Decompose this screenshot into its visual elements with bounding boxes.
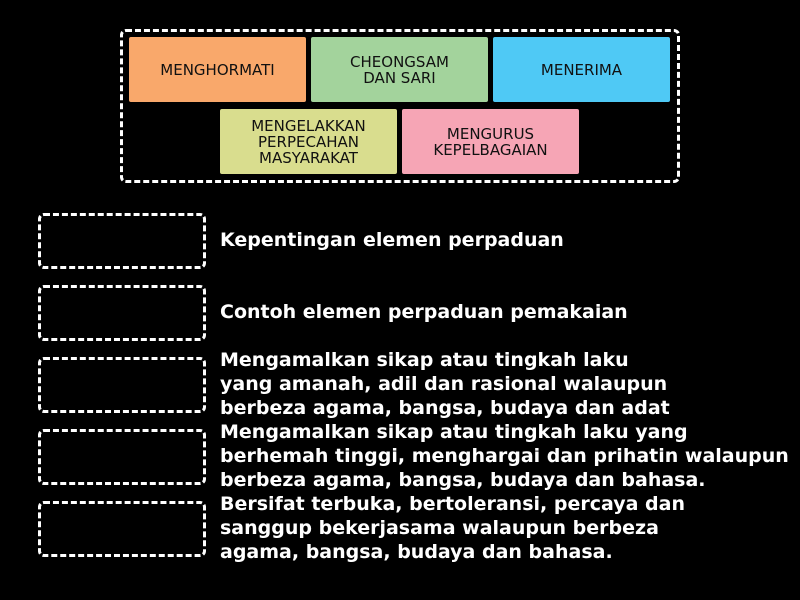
drop-slot-5[interactable] xyxy=(38,501,206,557)
description-1: Kepentingan elemen perpaduan xyxy=(220,229,564,251)
description-2: Contoh elemen perpaduan pemakaian xyxy=(220,301,628,323)
tile-menghormati[interactable]: MENGHORMATI xyxy=(129,37,306,102)
tile-cheongsam-dan-sari[interactable]: CHEONGSAM DAN SARI xyxy=(311,37,488,102)
description-3: Mengamalkan sikap atau tingkah laku yang amanah, adil dan rasional walaupun berbeza agama, bangsa, budaya dan adat xyxy=(220,349,670,419)
tile-mengurus-kepelbagaian[interactable]: MENGURUS KEPELBAGAIAN xyxy=(402,109,579,174)
tile-menerima[interactable]: MENERIMA xyxy=(493,37,670,102)
drop-slot-3[interactable] xyxy=(38,357,206,413)
drop-slot-1[interactable] xyxy=(38,213,206,269)
drop-slot-4[interactable] xyxy=(38,429,206,485)
description-4: Mengamalkan sikap atau tingkah laku yang berhemah tinggi, menghargai dan prihatin walaupun berbeza agama, bangsa, budaya dan bahasa. xyxy=(220,421,789,491)
drop-slot-2[interactable] xyxy=(38,285,206,341)
tile-mengelakkan-perpecahan-masyarakat[interactable]: MENGELAKKAN PERPECAHAN MASYARAKAT xyxy=(220,109,397,174)
description-5: Bersifat terbuka, bertoleransi, percaya dan sanggup bekerjasama walaupun berbeza agama, bangsa, budaya dan bahasa. xyxy=(220,493,685,563)
